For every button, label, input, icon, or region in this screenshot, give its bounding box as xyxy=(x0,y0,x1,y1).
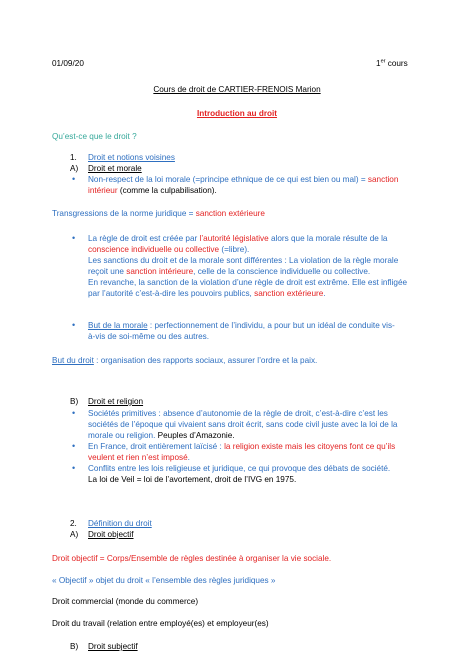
b2-l4r: sanction intérieure xyxy=(126,267,194,276)
transgression-red: sanction extérieure xyxy=(195,209,265,218)
subsection-2b-letter-text: B) xyxy=(70,642,79,651)
transgression-text: Transgressions de la norme juridique = xyxy=(52,209,196,218)
subsection-2a-title xyxy=(88,529,134,540)
bullet-2-line-1 xyxy=(88,233,388,244)
rb2-l2r: veulent et rien n’est imposé xyxy=(88,453,188,462)
bullet-2-line-4 xyxy=(88,266,370,277)
subsection-b-title-text: Droit et religion xyxy=(88,397,144,406)
rb2-l2b: . xyxy=(187,453,190,462)
bullet-icon: • xyxy=(72,441,76,451)
subsection-a-title xyxy=(88,163,142,174)
b2-l2r: conscience individuelle ou collective xyxy=(88,245,220,254)
subsection-a-letter xyxy=(70,163,78,174)
course-number-digit: 1 xyxy=(376,59,381,68)
rb3-l2: La loi de Veil = loi de l’avortement, droit de l’IVG en 1975. xyxy=(88,475,297,484)
date-text: 01/09/20 xyxy=(52,59,84,68)
subsection-a-title-text: Droit et morale xyxy=(88,164,142,173)
transgression-line xyxy=(52,208,265,219)
p4-text: Droit du travail (relation entre employé(es) et employeur(es) xyxy=(52,619,269,628)
bullet-icon: • xyxy=(72,233,76,243)
bullet-3-line-1 xyxy=(88,320,395,331)
subsection-b-title xyxy=(88,396,143,407)
b3-label: But de la morale xyxy=(88,321,148,330)
religion-bullet-1-line-1 xyxy=(88,408,388,419)
b3-l2: à-vis de soi-même ou des autres. xyxy=(88,332,210,341)
subsection-b-letter-text: B) xyxy=(70,397,79,406)
droit-commercial xyxy=(52,596,198,607)
b2-l1b: alors que la morale résulte de la xyxy=(268,234,388,243)
bullet-1-line-2 xyxy=(88,185,217,196)
b2-l5: En revanche, la sanction de la violation d’une règle de droit est extrême. Elle est infligée xyxy=(88,278,408,287)
b2-l4b: , celle de la conscience individuelle ou collective. xyxy=(193,267,371,276)
section-2-heading xyxy=(88,518,152,529)
religion-bullet-1-line-2 xyxy=(88,419,397,430)
section-1-heading-text: Droit et notions voisines xyxy=(88,153,175,162)
subsection-2b-letter xyxy=(70,641,78,652)
subsection-b-letter xyxy=(70,396,78,407)
question-text: Qu’est-ce que le droit ? xyxy=(52,132,137,141)
section-2-num: 2. xyxy=(70,519,77,528)
b2-l4a: reçoit une xyxy=(88,267,127,276)
religion-bullet-2-line-2 xyxy=(88,452,190,463)
subsection-2a-letter xyxy=(70,529,78,540)
course-number-sup: er xyxy=(380,58,386,65)
religion-bullet-1-line-3 xyxy=(88,430,235,441)
religion-bullet-3-line-2 xyxy=(88,474,296,485)
b2-l2b: (=libre). xyxy=(219,245,250,254)
date xyxy=(52,58,84,69)
b2-l6b: . xyxy=(323,289,326,298)
bullet-2-line-6 xyxy=(88,288,326,299)
bullet-3-line-2 xyxy=(88,331,209,342)
bullet-icon: • xyxy=(72,320,76,330)
rb3-l1: Conflits entre les lois religieuse et juridique, ce qui provoque des débats de société. xyxy=(88,464,391,473)
b3-l1: : perfectionnement de l’individu, a pour but un idéal de conduite vis- xyxy=(147,321,395,330)
rb1-l3b: Peuples d’Amazonie. xyxy=(157,431,235,440)
b2-l6r: sanction extérieure xyxy=(254,289,324,298)
section-1-num: 1. xyxy=(70,153,77,162)
document-title xyxy=(0,84,474,95)
course-number xyxy=(376,58,408,69)
bullet-icon: • xyxy=(72,408,76,418)
b2-l1r: l’autorité législative xyxy=(199,234,269,243)
p3-text: Droit commercial (monde du commerce) xyxy=(52,597,199,606)
rb1-l3a: morale ou religion. xyxy=(88,431,158,440)
intro-heading xyxy=(0,108,474,119)
but-text: : organisation des rapports sociaux, assurer l’ordre et la paix. xyxy=(93,356,318,365)
subsection-2b-title-text: Droit subjectif xyxy=(88,642,138,651)
p1-text: Droit objectif = Corps/Ensemble de règles destinée à organiser la vie sociale. xyxy=(52,554,332,563)
section-1-heading xyxy=(88,152,175,163)
document-title-text: Cours de droit de CARTIER-FRENOIS Marion xyxy=(153,85,321,94)
b2-l3: Les sanctions du droit et de la morale sont différentes : La violation de la règle morale xyxy=(88,256,399,265)
rb1-l1: Sociétés primitives : absence d’autonomie de la règle de droit, c’est-à-dire c’est les xyxy=(88,409,388,418)
question-heading xyxy=(52,131,137,142)
course-number-word: cours xyxy=(385,59,408,68)
section-2-heading-text: Définition du droit xyxy=(88,519,152,528)
subsection-2a-letter-text: A) xyxy=(70,530,79,539)
bullet-1-line-1 xyxy=(88,174,398,185)
section-1-number xyxy=(70,152,77,163)
religion-bullet-3-line-1 xyxy=(88,463,390,474)
b2-l6a: par l’autorité c’est-à-dire les pouvoirs publics, xyxy=(88,289,255,298)
but-label: But du droit xyxy=(52,356,94,365)
religion-bullet-2-line-1 xyxy=(88,441,395,452)
rb2-l1r: la religion existe mais les citoyens font ce qu’ils xyxy=(224,442,396,451)
droit-du-travail xyxy=(52,618,269,629)
intro-heading-text: Introduction au droit xyxy=(196,109,278,118)
objectif-quote xyxy=(52,575,275,586)
but-du-droit xyxy=(52,355,317,366)
subsection-a-letter-text: A) xyxy=(70,164,79,173)
bullet-2-line-2 xyxy=(88,244,249,255)
b2-l1a: La règle de droit est créée par xyxy=(88,234,200,243)
bullet-2-line-5 xyxy=(88,277,407,288)
rb1-l2: sociétés de l’époque qui vivaient sans droit écrit, sans code civil juste avec la loi de la xyxy=(88,420,398,429)
subsection-2b-title xyxy=(88,641,138,652)
bullet-icon: • xyxy=(72,463,76,473)
bullet-1-red-2: intérieur xyxy=(88,186,118,195)
bullet-icon: • xyxy=(72,174,76,184)
p2-text: « Objectif » objet du droit « l’ensemble des règles juridiques » xyxy=(52,576,276,585)
droit-objectif-definition xyxy=(52,553,331,564)
bullet-1-text-2: (comme la culpabilisation). xyxy=(117,186,217,195)
subsection-2a-title-text: Droit objectif xyxy=(88,530,134,539)
bullet-1-text: Non-respect de la loi morale (=principe ethnique de ce qui est bien ou mal) = xyxy=(88,175,368,184)
bullet-1-red: sanction xyxy=(367,175,399,184)
rb2-l1a: En France, droit entièrement laïcisé : xyxy=(88,442,225,451)
section-2-number xyxy=(70,518,77,529)
bullet-2-line-3 xyxy=(88,255,398,266)
